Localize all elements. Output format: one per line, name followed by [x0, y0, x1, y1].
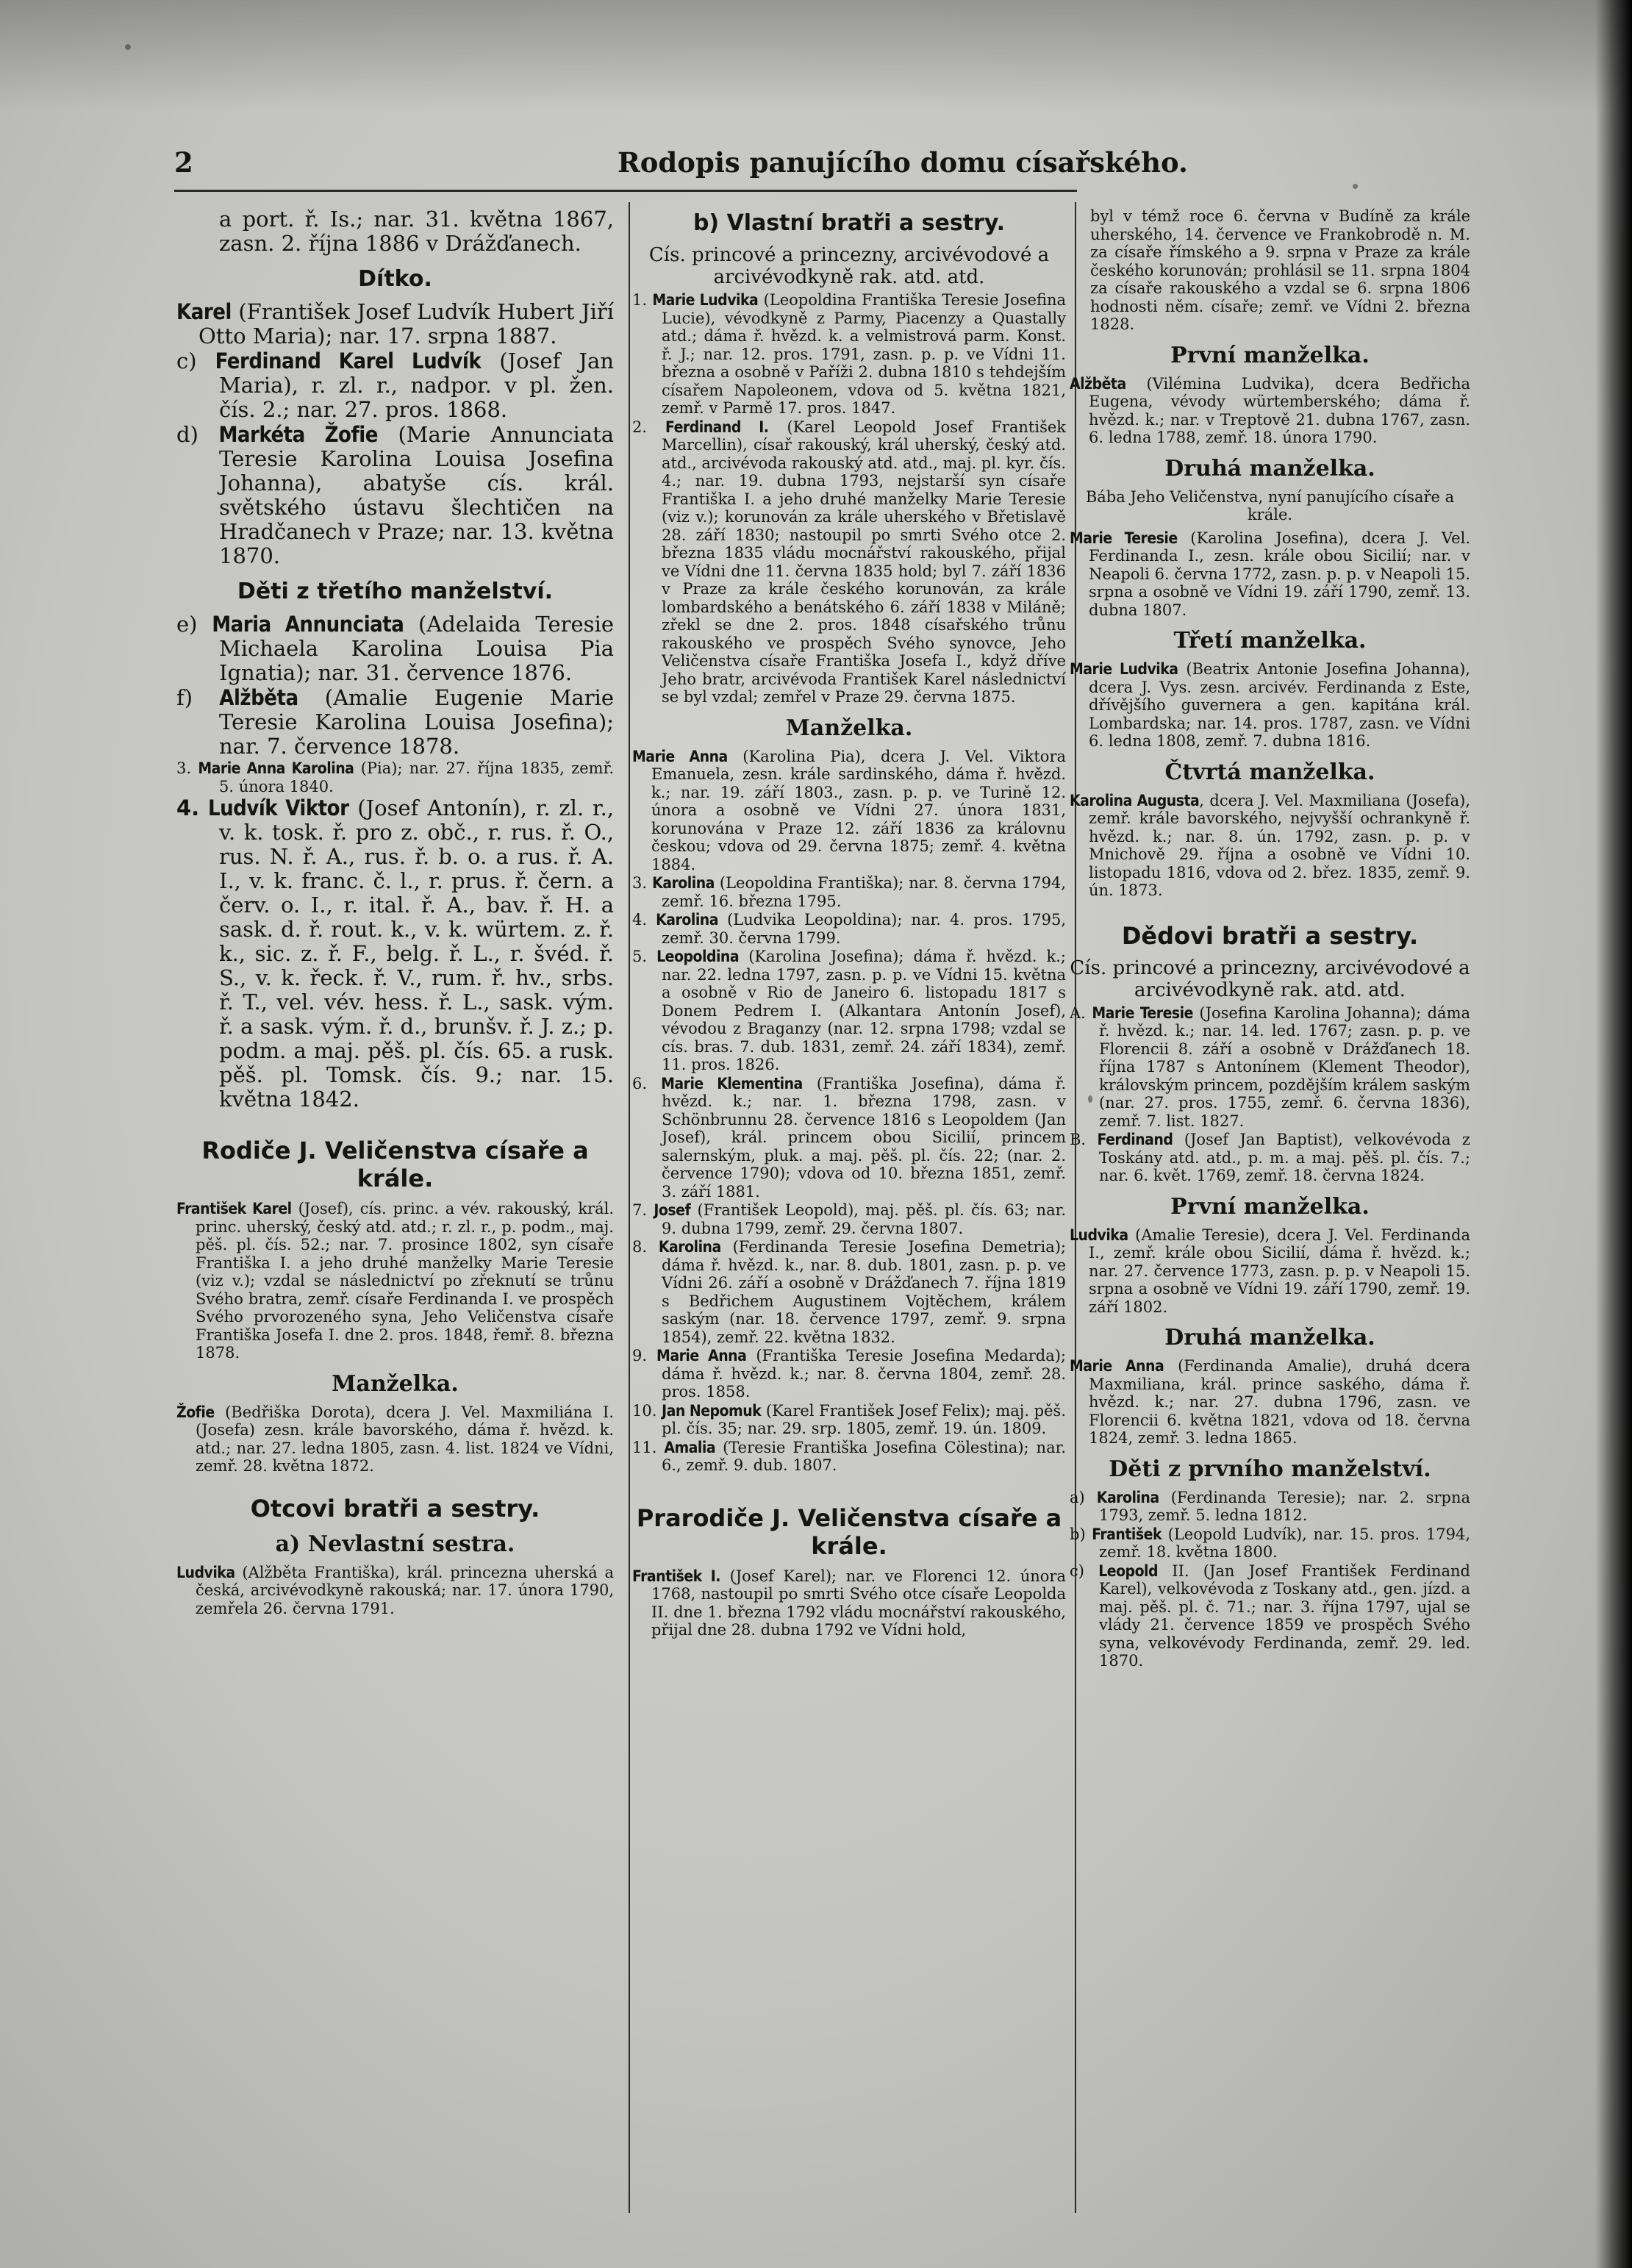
entry-name: Marie Anna — [656, 1347, 747, 1364]
entry-number: 10. — [632, 1401, 657, 1420]
entry-text: (Ferdinanda Amalie), druhá dcera Maxmiliana, král. prince saského, dáma ř. hvězd. k.; nar. 27. dubna 1796, zasn. ve Florencii 6. května 1821, vdova od 18. června 1824, zemř. 3. ledna 1865. — [1089, 1357, 1470, 1447]
entry-text: (Bedřiška Dorota), dcera J. Vel. Maxmiliána I. (Josefa) zesn. krále bavorského, dáma ř. hvězd. k. atd.; nar. 27. ledna 1805, zasn. 4. list. 1824 ve Vídni, zemř. 28. května 1872. — [196, 1403, 614, 1475]
entry-marie-anna — [1070, 1357, 1470, 1448]
section-heading-nevlastni: a) Nevlastní sestra. — [275, 1531, 515, 1557]
entry-4 — [632, 911, 1066, 947]
section-heading-ctvrta-manzelka: Čtvrtá manželka. — [1164, 759, 1375, 785]
entry-text: (Františka Josefina), dáma ř. hvězd. k.; nar. 1. března 1798, zasn. v Schönbrunnu 28. července 1816 s Leopoldem (Jan Josef), král. princem obou Sicilií, princem salernským, pluk. a maj. pěš. pl. čís. 22; (nar. 2. července 1790); vdova od 10. března 1851, zemř. 3. září 1881. — [662, 1074, 1066, 1201]
entry-a — [1070, 1004, 1470, 1131]
entry-name: Karolina — [658, 1238, 721, 1256]
entry-text: (Josef Karel); nar. ve Florenci 12. února 1768, nastoupil po smrti Svého otce císaře Leopolda II. dne 1. března 1792 vládu mocnářství rakouského, přijal dne 28. dubna 1792 ve Vídni hold, — [651, 1567, 1066, 1639]
entry-number: b) — [1070, 1525, 1086, 1543]
entry-marie-anna — [632, 748, 1066, 874]
entry-number: c) — [176, 348, 197, 373]
entry-name: Ferdinand Karel Ludvík — [215, 348, 482, 373]
scan-speck — [1353, 184, 1358, 189]
section-note: Bába Jeho Veličenstva, nyní panujícího císaře a krále. — [1085, 487, 1455, 523]
entry-8 — [632, 1238, 1066, 1346]
entry-number: f) — [176, 685, 193, 710]
entry-name: František Karel — [176, 1200, 292, 1217]
entry-b — [1070, 1131, 1470, 1185]
entry-name: Karolina — [656, 911, 718, 929]
entry-name: Karolina — [1096, 1488, 1159, 1506]
entry-number: B. — [1070, 1131, 1087, 1148]
section-heading-manzelka: Manželka. — [332, 1370, 459, 1397]
entry-number: d) — [176, 422, 198, 447]
entry-name: Maria Annunciata — [212, 612, 404, 637]
entry-frantisek-i — [632, 1567, 1066, 1639]
page-number: 2 — [174, 146, 193, 179]
entry-child-b — [1070, 1525, 1470, 1562]
column-left — [176, 207, 614, 1618]
entry-name: Karolina Augusta — [1070, 791, 1200, 809]
entry-text: (Amalie Teresie), dcera J. Vel. Ferdinanda I., zemř. krále obou Sicilií, dáma ř. hvězd. k.; nar. 27. července 1773, zasn. p. p. v Neapoli 15. srpna a osobně ve Vídni 19. září 1790, zemř. 19. září 1802. — [1089, 1226, 1470, 1316]
entry-7 — [632, 1201, 1066, 1237]
entry-text: (Marie Annunciata Teresie Karolina Louisa Josefina Johanna), abatyše cís. král. světského ústavu šlechtičen na Hradčanech v Praze; nar. 13. května 1870. — [219, 422, 614, 568]
entry-5 — [632, 948, 1066, 1074]
entry-text: (Josef Antonín), r. zl. r., v. k. tosk. ř. pro z. obč., r. rus. ř. O., rus. N. ř. A., rus. ř. b. o. a rus. ř. A. I., v. k. franc. č. l., r. prus. ř. čern. a červ. o. I., r. ital. ř. A., bav. ř. H. a sask. d. ř. rout. k., v. k. würtem. z. ř. k., sic. z. ř. F., belg. ř. L., r. švéd. ř. S., v. k. řeck. ř. V., rum. ř. hv., srbs. ř. T., vel. vév. hess. ř. L., sask. vým. ř. a sask. vým. ř. d., brunšv. ř. J. z.; p. podm. a maj. pěš. pl. čís. 65. a rusk. pěš. pl. Tomsk. čís. 9.; nar. 15. května 1842. — [219, 795, 614, 1112]
entry-10 — [632, 1402, 1066, 1438]
section-heading-druha-manzelka: Druhá manželka. — [1164, 455, 1375, 482]
entry-name: Marie Klementina — [661, 1074, 803, 1092]
entry-text: (Leopold Ludvík), nar. 15. pros. 1794, zemř. 18. května 1800. — [1099, 1525, 1470, 1561]
scan-speck — [125, 44, 131, 50]
entry-number: 4. — [176, 795, 200, 820]
column-right — [1070, 207, 1470, 1671]
column-middle — [632, 207, 1066, 1640]
entry-child-a — [1070, 1489, 1470, 1525]
entry-number: 11. — [632, 1438, 657, 1456]
entry-9 — [632, 1347, 1066, 1401]
entry-name: Leopoldina — [656, 948, 740, 965]
entry-zofie — [176, 1403, 614, 1475]
section-heading-manzelka: Manželka. — [785, 715, 913, 741]
entry-number: 6. — [632, 1074, 648, 1092]
section-subheading: Cís. princové a princezny, arcivévodové a arcivévodkyně rak. atd. atd. — [1070, 956, 1470, 1001]
section-heading-treti-manzelka: Třetí manželka. — [1173, 628, 1367, 654]
entry-text: (Amalie Eugenie Marie Teresie Karolina Louisa Josefina); nar. 7. července 1878. — [219, 685, 614, 759]
scan-shadow-top — [0, 0, 1632, 110]
entry-number: A. — [1070, 1004, 1086, 1022]
entry-text: (Josef), cís. princ. a vév. rakouský, král. princ. uherský, český atd. atd.; r. zl. r., p. podm., maj. pěš. pl. čís. 52.; nar. 7. prosince 1802, syn císaře Františka I. a jeho druhé manželky Marie Teresie (viz v.); vzdal se následnictví po zřeknutí se trůnu Svého bratra, zemř. císaře Ferdinanda I. ve prospěch Svého prvorozeného syna, Jeho Veličenstva císaře Františka Josefa I. dne 2. pros. 1848, řemř. 8. března 1878. — [196, 1200, 614, 1362]
entry-text: (Adelaida Teresie Michaela Karolina Louisa Pia Ignatia); nar. 31. července 1876. — [219, 612, 614, 685]
section-heading-dedovi: Dědovi bratři a sestry. — [1121, 921, 1419, 950]
section-heading-ditko: Dítko. — [358, 266, 432, 292]
entry-name: Marie Teresie — [1070, 529, 1178, 547]
entry-name: Marie Teresie — [1092, 1004, 1193, 1022]
entry-number: 3. — [176, 759, 192, 777]
entry-6 — [632, 1075, 1066, 1201]
entry-name: Marie Ludvika — [652, 291, 759, 309]
entry-d — [176, 423, 614, 568]
entry-marie-teresie — [1070, 529, 1470, 620]
continued-entry: byl v témž roce 6. června v Budíně za krále uherského, 14. července ve Frankobrodě n. M. za císaře římského a 9. srpna v Praze za krále českého korunován; prohlásil se 11. srpna 1804 za císaře rakouského a vzdal se 6. srpna 1806 hodnosti něm. císaře; zemř. ve Vídni 2. března 1828. — [1090, 207, 1470, 333]
entry-text: , dcera J. Vel. Maxmiliana (Josefa), zemř. krále bavorského, nejvyšší ochrankyně ř. hvězd. k.; nar. 8. ún. 1792, zasn. p. p. v Mnichově 29. října a osobně ve Vídni 10. listopadu 1816, vdova od 2. břez. 1835, zemř. 9. ún. 1873. — [1089, 791, 1470, 899]
entry-number: 2. — [632, 418, 648, 436]
entry-2 — [632, 418, 1066, 706]
entry-text: (Leopoldina Františka); nar. 8. června 1794, zemř. 16. března 1795. — [662, 874, 1066, 910]
entry-1 — [632, 291, 1066, 418]
entry-text: (Josefina Karolina Johanna); dáma ř. hvězd. k.; nar. 14. led. 1767; zasn. p. p. ve Florencii 8. září a osobně v Drážďanech 18. října 1787 s Antonínem (Klement Theodor), královským princem, pozdějším králem saským (nar. 27. pros. 1755, zemř. 6. června 1836), zemř. 7. list. 1827. — [1099, 1004, 1470, 1130]
entry-number: 7. — [632, 1201, 648, 1219]
entry-number: 8. — [632, 1238, 648, 1256]
entry-text: (Alžběta Františka), král. princezna uherská a česká, arcivévodkyně rakouská; nar. 17. února 1790, zemřela 26. června 1791. — [196, 1563, 614, 1617]
entry-name: Markéta Žofie — [218, 422, 378, 447]
entry-3 — [176, 759, 614, 795]
entry-name: Marie Ludvika — [1070, 660, 1178, 678]
entry-name: Karel — [176, 299, 232, 324]
entry-child-c — [1070, 1562, 1470, 1670]
entry-number: 1. — [632, 291, 648, 309]
entry-name: František I. — [632, 1567, 720, 1585]
entry-name: Josef — [654, 1201, 691, 1219]
entry-text: II. (Jan Josef František Ferdinand Karel), velkovévoda z Toskany atd., gen. jízd. a maj. pěš. pl. č. 71.; nar. 3. října 1797, ujal se vlády 21. července 1859 ve prospěch Svého syna, velkovévody Ferdinanda, zemř. 29. led. 1870. — [1099, 1562, 1470, 1670]
entry-text: (Karel Leopold Josef František Marcellin), císař rakouský, král uherský, český atd. atd., arcivévoda rakouský atd. atd., maj. pl. kyr. čís. 4.; nar. 19. dubna 1793, nejstarší syn císaře Františka I. a jeho druhé manželky Marie Teresie (viz v.); korunován za krále uherského v Břetislavě 28. září 1830; nastoupil po smrti Svého otce 2. března 1835 vládu mocnářství rakouského, přijal ve Vídni dne 11. června 1835 hold; byl 7. září 1836 v Praze za krále českého korunován, za krále lombardského a benátského 6. září 1838 v Miláně; zřekl se dne 2. pros. 1848 císařského trůnu rakouského ve prospěch Svého synovce, Jeho Veličenstva císaře Františka Josefa I., když dříve Jeho bratr, arcivévoda František Karel následnictví se byl vzdal; zemřel v Praze 29. června 1875. — [662, 418, 1066, 706]
entry-text: (František Leopold), maj. pěš. pl. čís. 63; nar. 9. dubna 1799, zemř. 29. června 1807. — [662, 1201, 1066, 1237]
scan-shadow-right-edge — [1595, 0, 1632, 2268]
section-heading-prarodice: Prarodiče J. Veličenstva císaře a krále. — [636, 1503, 1062, 1560]
entry-karolina-augusta — [1070, 792, 1470, 900]
entry-marie-ludvika — [1070, 660, 1470, 751]
entry-name: Alžběta — [219, 685, 298, 710]
entry-f — [176, 686, 614, 759]
section-heading-prvni-manzelka: První manželka. — [1170, 1193, 1370, 1220]
entry-text: (Karolina Pia), dcera J. Vel. Viktora Emanuela, zesn. krále sardinského, dáma ř. hvězd. k.; nar. 19. září 1803., zasn. p. p. ve Turině 12. února a osobně ve Vídni 27. února 1831, korunována v Praze 12. září 1836 za královnu českou; vdova od 29. června 1875; zemř. 4. května 1884. — [651, 747, 1066, 873]
entry-name: Ludvika — [1070, 1226, 1128, 1244]
entry-text: (Ludvika Leopoldina); nar. 4. pros. 1795, zemř. 30. června 1799. — [662, 911, 1066, 947]
entry-name: Marie Anna Karolina — [198, 759, 354, 777]
entry-frantisek-karel — [176, 1200, 614, 1362]
entry-name: Marie Anna — [1070, 1357, 1164, 1375]
section-subheading: Cís. princové a princezny, arcivévodové a arcivévodkyně rak. atd. atd. — [648, 244, 1050, 288]
entry-text: (Karolina Josefina); dáma ř. hvězd. k.; nar. 22. ledna 1797, zasn. p. p. ve Vídni 15. května a osobně v Rio de Janeiro 6. listopadu 1817 s Donem Pedrem I. (Alkantara Antonín Josef), vévodou z Braganzy (nar. 12. srpna 1798; vzdal se cís. bras. 7. dub. 1831, zemř. 24. září 1834), zemř. 11. pros. 1826. — [662, 948, 1066, 1073]
entry-number: a) — [1070, 1488, 1085, 1506]
section-heading-prvni-manzelka: První manželka. — [1170, 342, 1370, 368]
entry-text: (Františka Teresie Josefina Medarda); dáma ř. hvězd. k.; nar. 8. června 1804, zemř. 28. pros. 1858. — [662, 1347, 1066, 1400]
entry-text: (Ferdinanda Teresie); nar. 2. srpna 1793, zemř. 5. ledna 1812. — [1099, 1488, 1470, 1524]
entry-name: Ferdinand I. — [665, 418, 769, 436]
entry-name: Amalia — [664, 1438, 716, 1456]
entry-text: (Teresie Františka Josefina Cölestina); nar. 6., zemř. 9. dub. 1807. — [662, 1438, 1066, 1474]
entry-text: (Karolina Josefina), dcera J. Vel. Ferdinanda I., zesn. krále obou Sicilií; nar. v Neapoli 6. června 1772, zasn. p. p. v Neapoli 15. srpna a osobně ve Vídni 19. září 1790, zemř. 13. dubna 1807. — [1089, 529, 1470, 619]
entry-text: (František Josef Ludvík Hubert Jiří Otto Maria); nar. 17. srpna 1887. — [198, 299, 614, 348]
entry-number: 9. — [632, 1347, 648, 1364]
entry-number: 5. — [632, 948, 648, 965]
entry-text: (Pia); nar. 27. října 1835, zemř. 5. února 1840. — [219, 759, 614, 795]
entry-name: Leopold — [1098, 1562, 1159, 1580]
entry-alzbeta — [1070, 375, 1470, 447]
entry-name: Žofie — [176, 1403, 215, 1421]
section-heading-vlastni: b) Vlastní bratři a sestry. — [692, 210, 1006, 236]
entry-c — [176, 349, 614, 422]
entry-name: Alžběta — [1070, 374, 1126, 393]
entry-name: Ferdinand — [1097, 1131, 1173, 1148]
entry-name: Marie Anna — [632, 747, 728, 765]
entry-number: c) — [1070, 1562, 1084, 1580]
entry-ludvika — [176, 1564, 614, 1618]
entry-name: Ludvík Viktor — [207, 795, 349, 820]
continued-entry: a port. ř. Is.; nar. 31. května 1867, zasn. 2. října 1886 v Drážďanech. — [219, 207, 614, 256]
entry-name: Ludvika — [176, 1563, 235, 1581]
entry-text: (Josef Jan Baptist), velkovévoda z Toskány atd. atd., p. m. a maj. pěš. pl. čís. 7.; nar. 6. květ. 1769, zemř. 18. června 1824. — [1099, 1131, 1470, 1184]
entry-e — [176, 612, 614, 685]
entry-text: (Josef Jan Maria), r. zl. r., nadpor. v pl. žen. čís. 2.; nar. 27. pros. 1868. — [219, 348, 614, 422]
entry-karel — [176, 300, 614, 348]
entry-3 — [632, 874, 1066, 910]
entry-name: Jan Nepomuk — [662, 1401, 762, 1420]
entry-name: Karolina — [652, 874, 715, 892]
entry-name: František — [1092, 1525, 1162, 1543]
section-heading-deti-treti: Děti z třetího manželství. — [237, 579, 554, 604]
entry-text: (Beatrix Antonie Josefina Johanna), dcera J. Vys. zesn. arcivév. Ferdinanda z Este, dřívějšího guvernera a gen. kapitána král. Lombardska; nar. 14. pros. 1787, zasn. ve Vídni 6. ledna 1808, zemř. 7. dubna 1816. — [1089, 660, 1470, 750]
entry-11 — [632, 1439, 1066, 1475]
running-title: Rodopis panujícího domu císařského. — [618, 146, 1188, 179]
section-heading-deti-prvni: Děti z prvního manželství. — [1109, 1456, 1431, 1482]
entry-text: (Ferdinanda Teresie Josefina Demetria); dáma ř. hvězd. k., nar. 8. dub. 1801, zasn. p. p. ve Vídni 26. září a osobně v Drážďanech 7. října 1819 s Bedřichem Augustinem Vojtěchem, králem saským (nar. 18. července 1797, zemř. 9. srpna 1854), zemř. 22. května 1832. — [662, 1238, 1066, 1346]
entry-ludvika — [1070, 1226, 1470, 1317]
entry-text: (Leopoldina Františka Teresie Josefina Lucie), vévodkyně z Parmy, Piacenzy a Quastally atd.; dáma ř. hvězd. k. a velmistrová parm. Konst. ř. J.; nar. 12. pros. 1791, zasn. p. p. ve Vídni 11. března a osobně v Paříži 2. dubna 1810 s tehdejším císařem Napoleonem, vdova od 5. května 1821, zemř. v Parmě 17. pros. 1847. — [662, 291, 1066, 417]
entry-number: e) — [176, 612, 198, 637]
entry-text: (Karel František Josef Felix); maj. pěš. pl. čís. 35; nar. 29. srp. 1805, zemř. 19. ún. 1809. — [662, 1401, 1066, 1437]
entry-text: (Vilémina Ludvika), dcera Bedřicha Eugena, vévody würtemberského; dáma ř. hvězd. k.; nar. v Treptově 21. dubna 1767, zasn. 6. ledna 1788, zemř. 18. února 1790. — [1089, 374, 1470, 446]
section-heading-druha-manzelka: Druhá manželka. — [1164, 1325, 1375, 1351]
section-heading-otcovi: Otcovi bratři a sestry. — [250, 1494, 540, 1523]
entry-4 — [176, 796, 614, 1112]
entry-number: 4. — [632, 911, 648, 929]
header-rule — [174, 190, 1077, 192]
entry-number: 3. — [632, 874, 648, 892]
column-divider — [629, 202, 630, 2213]
section-heading-rodice: Rodiče J. Veličenstva císaře a krále. — [201, 1137, 589, 1192]
